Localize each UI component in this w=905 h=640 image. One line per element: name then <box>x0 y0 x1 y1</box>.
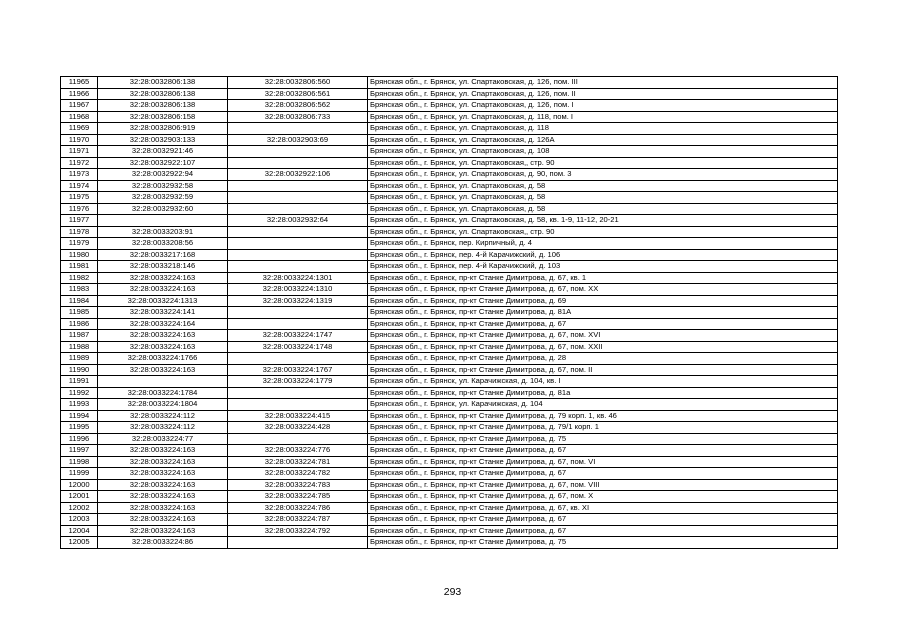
table-row <box>61 376 838 388</box>
cell-address: Брянская обл., г. Брянск, пр-кт Станке Димитрова, д. 79 корп. 1, кв. 46 <box>368 410 838 422</box>
cell-record-number: 11989 <box>61 353 98 365</box>
cell-cadastral-number-object <box>228 318 368 330</box>
cell-record-number: 11969 <box>61 123 98 135</box>
cell-record-number: 11974 <box>61 180 98 192</box>
cell-cadastral-number-object <box>228 146 368 158</box>
cell-cadastral-number-object: 32:28:0033224:1779 <box>228 376 368 388</box>
cell-cadastral-number-object: 32:28:0033224:1301 <box>228 272 368 284</box>
cell-address: Брянская обл., г. Брянск, ул. Спартаковская, д. 108 <box>368 146 838 158</box>
cell-address: Брянская обл., г. Брянск, пр-кт Станке Димитрова, д. 67, пом. XX <box>368 284 838 296</box>
cell-address: Брянская обл., г. Брянск, пер. 4-й Карачижский, д. 106 <box>368 249 838 261</box>
cell-cadastral-number-parcel: 32:28:0033217:168 <box>98 249 228 261</box>
table-row <box>61 307 838 319</box>
table-row <box>61 238 838 250</box>
cell-cadastral-number-parcel: 32:28:0033224:77 <box>98 433 228 445</box>
registry-table <box>60 76 838 549</box>
cell-cadastral-number-parcel: 32:28:0033224:163 <box>98 284 228 296</box>
cell-address: Брянская обл., г. Брянск, пр-кт Станке Димитрова, д. 75 <box>368 537 838 549</box>
cell-cadastral-number-object: 32:28:0033224:783 <box>228 479 368 491</box>
cell-record-number: 11979 <box>61 238 98 250</box>
cell-cadastral-number-parcel: 32:28:0033224:141 <box>98 307 228 319</box>
cell-record-number: 11975 <box>61 192 98 204</box>
cell-cadastral-number-object: 32:28:0033224:782 <box>228 468 368 480</box>
cell-address: Брянская обл., г. Брянск, ул. Спартаковская, д. 118 <box>368 123 838 135</box>
cell-cadastral-number-object <box>228 399 368 411</box>
cell-cadastral-number-parcel: 32:28:0033224:164 <box>98 318 228 330</box>
cell-address: Брянская обл., г. Брянск, ул. Спартаковская, д. 126, пом. III <box>368 77 838 89</box>
cell-cadastral-number-object: 32:28:0033224:1748 <box>228 341 368 353</box>
cell-address: Брянская обл., г. Брянск, пр-кт Станке Димитрова, д. 67, пом. XVI <box>368 330 838 342</box>
cell-cadastral-number-parcel: 32:28:0033224:163 <box>98 341 228 353</box>
cell-cadastral-number-parcel: 32:28:0033224:86 <box>98 537 228 549</box>
table-row <box>61 226 838 238</box>
table-row <box>61 272 838 284</box>
cell-cadastral-number-object: 32:28:0033224:1747 <box>228 330 368 342</box>
table-row <box>61 157 838 169</box>
page-number: 293 <box>443 586 462 598</box>
cell-cadastral-number-parcel: 32:28:0032806:138 <box>98 100 228 112</box>
cell-address: Брянская обл., г. Брянск, пер. 4-й Карачижский, д. 103 <box>368 261 838 273</box>
cell-record-number: 11991 <box>61 376 98 388</box>
cell-record-number: 11988 <box>61 341 98 353</box>
cell-cadastral-number-parcel: 32:28:0033224:163 <box>98 364 228 376</box>
cell-cadastral-number-parcel: 32:28:0033224:163 <box>98 502 228 514</box>
cell-address: Брянская обл., г. Брянск, пр-кт Станке Димитрова, д. 81а <box>368 387 838 399</box>
cell-record-number: 11977 <box>61 215 98 227</box>
cell-cadastral-number-object <box>228 261 368 273</box>
cell-cadastral-number-parcel: 32:28:0033218:146 <box>98 261 228 273</box>
cell-cadastral-number-object <box>228 192 368 204</box>
cell-cadastral-number-parcel: 32:28:0033224:1766 <box>98 353 228 365</box>
table-row <box>61 433 838 445</box>
table-row <box>61 111 838 123</box>
cell-cadastral-number-object <box>228 249 368 261</box>
cell-cadastral-number-object <box>228 537 368 549</box>
table-row <box>61 514 838 526</box>
table-row <box>61 410 838 422</box>
cell-record-number: 11976 <box>61 203 98 215</box>
cell-cadastral-number-object: 32:28:0032806:560 <box>228 77 368 89</box>
cell-cadastral-number-object: 32:28:0033224:787 <box>228 514 368 526</box>
cell-cadastral-number-object: 32:28:0033224:785 <box>228 491 368 503</box>
cell-cadastral-number-object: 32:28:0032932:64 <box>228 215 368 227</box>
cell-cadastral-number-object: 32:28:0033224:776 <box>228 445 368 457</box>
table-row <box>61 88 838 100</box>
cell-record-number: 12000 <box>61 479 98 491</box>
cell-address: Брянская обл., г. Брянск, ул. Спартаковская, д. 58 <box>368 203 838 215</box>
cell-cadastral-number-parcel: 32:28:0033224:163 <box>98 525 228 537</box>
cell-address: Брянская обл., г. Брянск, ул. Спартаковская,, стр. 90 <box>368 226 838 238</box>
cell-cadastral-number-parcel: 32:28:0032932:60 <box>98 203 228 215</box>
cell-record-number: 12002 <box>61 502 98 514</box>
cell-record-number: 11998 <box>61 456 98 468</box>
cell-record-number: 11968 <box>61 111 98 123</box>
cell-cadastral-number-object <box>228 157 368 169</box>
cell-cadastral-number-parcel: 32:28:0033224:163 <box>98 468 228 480</box>
table-row <box>61 330 838 342</box>
cell-address: Брянская обл., г. Брянск, пр-кт Станке Димитрова, д. 79/1 корп. 1 <box>368 422 838 434</box>
table-row <box>61 318 838 330</box>
cell-cadastral-number-parcel: 32:28:0033224:1784 <box>98 387 228 399</box>
cell-record-number: 11996 <box>61 433 98 445</box>
cell-address: Брянская обл., г. Брянск, пр-кт Станке Димитрова, д. 69 <box>368 295 838 307</box>
cell-cadastral-number-object: 32:28:0033224:792 <box>228 525 368 537</box>
cell-cadastral-number-parcel: 32:28:0033224:163 <box>98 445 228 457</box>
cell-cadastral-number-parcel: 32:28:0033224:163 <box>98 272 228 284</box>
cell-cadastral-number-parcel: 32:28:0033224:163 <box>98 456 228 468</box>
cell-record-number: 11972 <box>61 157 98 169</box>
table-row <box>61 100 838 112</box>
cell-record-number: 11987 <box>61 330 98 342</box>
cell-cadastral-number-parcel: 32:28:0032922:107 <box>98 157 228 169</box>
table-row <box>61 445 838 457</box>
table-row <box>61 422 838 434</box>
cell-record-number: 11973 <box>61 169 98 181</box>
cell-record-number: 11985 <box>61 307 98 319</box>
cell-address: Брянская обл., г. Брянск, ул. Спартаковская, д. 58, кв. 1-9, 11-12, 20-21 <box>368 215 838 227</box>
table-row <box>61 456 838 468</box>
table-row <box>61 123 838 135</box>
cell-address: Брянская обл., г. Брянск, пр-кт Станке Димитрова, д. 67, пом. II <box>368 364 838 376</box>
cell-cadastral-number-parcel: 32:28:0033224:112 <box>98 410 228 422</box>
table-row <box>61 215 838 227</box>
cell-record-number: 11993 <box>61 399 98 411</box>
registry-table-body <box>61 77 838 549</box>
cell-address: Брянская обл., г. Брянск, ул. Спартаковская, д. 90, пом. 3 <box>368 169 838 181</box>
cell-record-number: 11992 <box>61 387 98 399</box>
cell-record-number: 11990 <box>61 364 98 376</box>
cell-cadastral-number-object: 32:28:0033224:1767 <box>228 364 368 376</box>
table-row <box>61 203 838 215</box>
cell-cadastral-number-parcel: 32:28:0033224:163 <box>98 491 228 503</box>
cell-record-number: 11980 <box>61 249 98 261</box>
cell-record-number: 11982 <box>61 272 98 284</box>
table-row <box>61 364 838 376</box>
cell-cadastral-number-object <box>228 387 368 399</box>
cell-address: Брянская обл., г. Брянск, ул. Спартаковская, д. 58 <box>368 192 838 204</box>
cell-record-number: 11994 <box>61 410 98 422</box>
cell-address: Брянская обл., г. Брянск, ул. Спартаковская, д. 126, пом. II <box>368 88 838 100</box>
table-row <box>61 387 838 399</box>
cell-record-number: 11999 <box>61 468 98 480</box>
cell-cadastral-number-object: 32:28:0032806:562 <box>228 100 368 112</box>
cell-cadastral-number-object: 32:28:0033224:415 <box>228 410 368 422</box>
cell-cadastral-number-parcel: 32:28:0033224:163 <box>98 479 228 491</box>
cell-cadastral-number-object <box>228 180 368 192</box>
cell-cadastral-number-object <box>228 353 368 365</box>
cell-address: Брянская обл., г. Брянск, пр-кт Станке Димитрова, д. 67 <box>368 525 838 537</box>
table-row <box>61 479 838 491</box>
cell-record-number: 11984 <box>61 295 98 307</box>
cell-record-number: 11966 <box>61 88 98 100</box>
cell-address: Брянская обл., г. Брянск, пр-кт Станке Димитрова, д. 67, кв. XI <box>368 502 838 514</box>
cell-cadastral-number-object <box>228 123 368 135</box>
table-row <box>61 537 838 549</box>
cell-record-number: 11986 <box>61 318 98 330</box>
cell-cadastral-number-object: 32:28:0032922:106 <box>228 169 368 181</box>
table-row <box>61 146 838 158</box>
cell-address: Брянская обл., г. Брянск, пр-кт Станке Димитрова, д. 67, кв. 1 <box>368 272 838 284</box>
cell-address: Брянская обл., г. Брянск, ул. Карачижская, д. 104, кв. I <box>368 376 838 388</box>
cell-address: Брянская обл., г. Брянск, пр-кт Станке Димитрова, д. 81А <box>368 307 838 319</box>
cell-cadastral-number-parcel: 32:28:0032903:133 <box>98 134 228 146</box>
cell-record-number: 11965 <box>61 77 98 89</box>
cell-cadastral-number-parcel: 32:28:0032932:58 <box>98 180 228 192</box>
cell-cadastral-number-parcel: 32:28:0033224:163 <box>98 514 228 526</box>
table-row <box>61 491 838 503</box>
cell-record-number: 11978 <box>61 226 98 238</box>
cell-address: Брянская обл., г. Брянск, ул. Спартаковская, д. 118, пом. I <box>368 111 838 123</box>
cell-address: Брянская обл., г. Брянск, пр-кт Станке Димитрова, д. 67 <box>368 318 838 330</box>
cell-cadastral-number-parcel <box>98 215 228 227</box>
cell-cadastral-number-parcel: 32:28:0032806:158 <box>98 111 228 123</box>
cell-address: Брянская обл., г. Брянск, пр-кт Станке Димитрова, д. 67, пом. VI <box>368 456 838 468</box>
cell-address: Брянская обл., г. Брянск, пр-кт Станке Димитрова, д. 75 <box>368 433 838 445</box>
cell-address: Брянская обл., г. Брянск, ул. Спартаковская,, стр. 90 <box>368 157 838 169</box>
cell-address: Брянская обл., г. Брянск, пер. Кирпичный, д. 4 <box>368 238 838 250</box>
cell-cadastral-number-object: 32:28:0033224:428 <box>228 422 368 434</box>
cell-cadastral-number-object <box>228 433 368 445</box>
table-row <box>61 169 838 181</box>
cell-record-number: 11971 <box>61 146 98 158</box>
cell-record-number: 12004 <box>61 525 98 537</box>
cell-cadastral-number-object: 32:28:0032903:69 <box>228 134 368 146</box>
cell-cadastral-number-parcel <box>98 376 228 388</box>
cell-cadastral-number-object: 32:28:0033224:1319 <box>228 295 368 307</box>
table-row <box>61 284 838 296</box>
cell-cadastral-number-parcel: 32:28:0032932:59 <box>98 192 228 204</box>
cell-address: Брянская обл., г. Брянск, ул. Спартаковская, д. 58 <box>368 180 838 192</box>
cell-cadastral-number-object <box>228 307 368 319</box>
cell-cadastral-number-parcel: 32:28:0033208:56 <box>98 238 228 250</box>
cell-record-number: 12003 <box>61 514 98 526</box>
cell-record-number: 11983 <box>61 284 98 296</box>
cell-cadastral-number-parcel: 32:28:0033203:91 <box>98 226 228 238</box>
cell-cadastral-number-parcel: 32:28:0033224:1313 <box>98 295 228 307</box>
cell-cadastral-number-parcel: 32:28:0032806:138 <box>98 88 228 100</box>
cell-cadastral-number-object: 32:28:0032806:561 <box>228 88 368 100</box>
cell-cadastral-number-parcel: 32:28:0032921:46 <box>98 146 228 158</box>
cell-address: Брянская обл., г. Брянск, ул. Карачижская, д. 104 <box>368 399 838 411</box>
table-row <box>61 180 838 192</box>
cell-cadastral-number-object <box>228 226 368 238</box>
cell-cadastral-number-object <box>228 203 368 215</box>
cell-cadastral-number-object <box>228 238 368 250</box>
cell-record-number: 12005 <box>61 537 98 549</box>
cell-record-number: 11981 <box>61 261 98 273</box>
cell-address: Брянская обл., г. Брянск, пр-кт Станке Димитрова, д. 67 <box>368 445 838 457</box>
cell-cadastral-number-parcel: 32:28:0033224:112 <box>98 422 228 434</box>
table-row <box>61 341 838 353</box>
cell-cadastral-number-parcel: 32:28:0032922:94 <box>98 169 228 181</box>
table-row <box>61 525 838 537</box>
cell-cadastral-number-parcel: 32:28:0032806:138 <box>98 77 228 89</box>
cell-cadastral-number-object: 32:28:0033224:1310 <box>228 284 368 296</box>
table-row <box>61 295 838 307</box>
table-row <box>61 261 838 273</box>
cell-record-number: 11995 <box>61 422 98 434</box>
cell-cadastral-number-parcel: 32:28:0033224:163 <box>98 330 228 342</box>
cell-address: Брянская обл., г. Брянск, пр-кт Станке Димитрова, д. 28 <box>368 353 838 365</box>
cell-address: Брянская обл., г. Брянск, пр-кт Станке Димитрова, д. 67, пом. XXII <box>368 341 838 353</box>
table-row <box>61 353 838 365</box>
cell-cadastral-number-object: 32:28:0033224:786 <box>228 502 368 514</box>
table-row <box>61 399 838 411</box>
cell-address: Брянская обл., г. Брянск, ул. Спартаковская, д. 126А <box>368 134 838 146</box>
table-row <box>61 249 838 261</box>
cell-cadastral-number-object: 32:28:0032806:733 <box>228 111 368 123</box>
cell-address: Брянская обл., г. Брянск, пр-кт Станке Димитрова, д. 67, пом. VIII <box>368 479 838 491</box>
table-row <box>61 192 838 204</box>
cell-address: Брянская обл., г. Брянск, пр-кт Станке Димитрова, д. 67 <box>368 468 838 480</box>
cell-address: Брянская обл., г. Брянск, пр-кт Станке Димитрова, д. 67, пом. X <box>368 491 838 503</box>
table-row <box>61 77 838 89</box>
cell-cadastral-number-parcel: 32:28:0033224:1804 <box>98 399 228 411</box>
cell-record-number: 11997 <box>61 445 98 457</box>
table-row <box>61 502 838 514</box>
cell-address: Брянская обл., г. Брянск, ул. Спартаковская, д. 126, пом. I <box>368 100 838 112</box>
cell-record-number: 11967 <box>61 100 98 112</box>
table-row <box>61 134 838 146</box>
cell-address: Брянская обл., г. Брянск, пр-кт Станке Димитрова, д. 67 <box>368 514 838 526</box>
cell-cadastral-number-parcel: 32:28:0032806:919 <box>98 123 228 135</box>
cell-record-number: 11970 <box>61 134 98 146</box>
cell-record-number: 12001 <box>61 491 98 503</box>
table-row <box>61 468 838 480</box>
cell-cadastral-number-object: 32:28:0033224:781 <box>228 456 368 468</box>
